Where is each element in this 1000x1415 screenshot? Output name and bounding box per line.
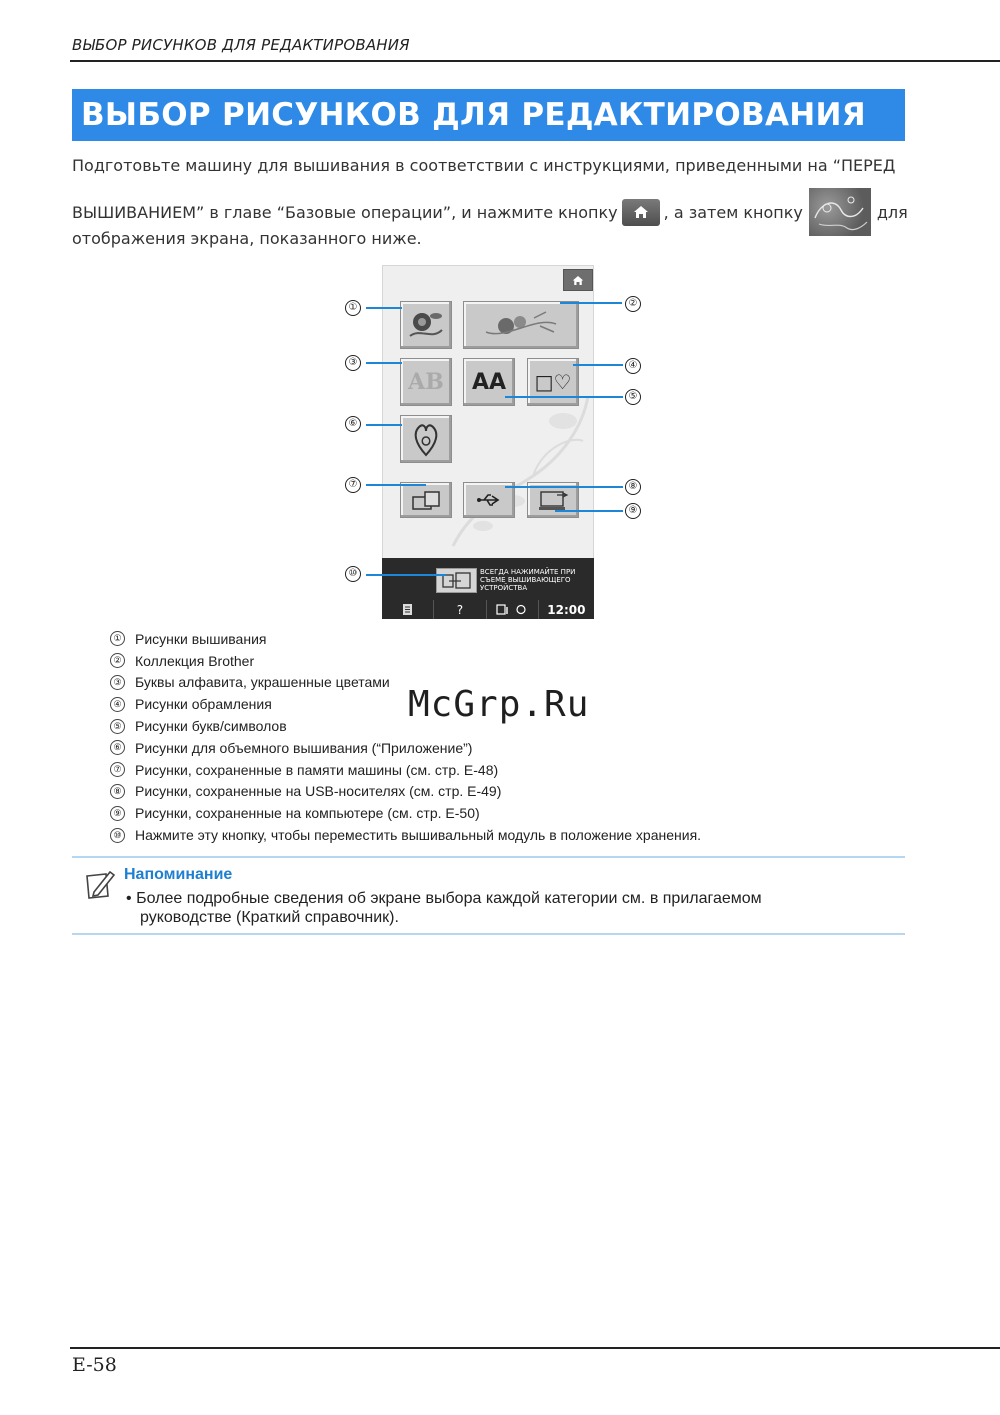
- legend-number: ②: [110, 653, 125, 668]
- brother-collection-icon: [476, 306, 566, 344]
- manual-button[interactable]: [382, 600, 434, 619]
- legend-item: [110, 824, 701, 846]
- legend-number: ④: [110, 697, 125, 712]
- legend-text: Рисунки, сохраненные в памяти машины (см. стр. E-48): [135, 761, 499, 778]
- legend-text: Рисунки, сохраненные на компьютере (см. стр. E-50): [135, 805, 480, 822]
- character-patterns-button[interactable]: [463, 358, 515, 406]
- intro-line-2-a: ВЫШИВАНИЕМ” в главе “Базовые операции”, и нажмите кнопку: [72, 202, 618, 222]
- note-bottom-rule: [72, 933, 905, 935]
- callout-7: ⑦: [345, 477, 361, 493]
- legend-item: [110, 650, 701, 672]
- note-line-2: руководстве (Краткий справочник).: [140, 909, 399, 926]
- release-embroidery-unit-button[interactable]: [436, 568, 477, 593]
- intro-line-2-c: для: [876, 202, 908, 222]
- callout-line-1: [366, 307, 402, 309]
- callout-8: ⑧: [625, 479, 641, 495]
- embroidery-selection-screen: [382, 265, 594, 560]
- frame-pattern-icon: □♡: [534, 370, 572, 394]
- callout-2: ②: [625, 296, 641, 312]
- 3d-embroidery-icon: [409, 419, 443, 459]
- home-icon: [622, 199, 660, 226]
- release-instruction-text: ВСЕГДА НАЖИМАЙТЕ ПРИ СЪЕМЕ ВЫШИВАЮЩЕГО УСТРОЙСТВА: [480, 568, 576, 592]
- usb-icon: [476, 493, 502, 507]
- legend-text: Нажмите эту кнопку, чтобы переместить вышивальный модуль в положение хранения.: [135, 827, 702, 844]
- callout-5: ⑤: [625, 389, 641, 405]
- 3d-embroidery-button[interactable]: [400, 415, 452, 463]
- legend-text: Буквы алфавита, украшенные цветами: [135, 674, 390, 691]
- settings-status-button[interactable]: [487, 600, 539, 619]
- legend-number: ①: [110, 631, 125, 646]
- watermark: McGrp.Ru: [408, 684, 590, 725]
- callout-line-4: [573, 364, 623, 366]
- note-title: Напоминание: [124, 866, 233, 883]
- legend-number: ⑤: [110, 719, 125, 734]
- legend-item: [110, 672, 701, 694]
- background-floral-decoration: [443, 386, 593, 556]
- callout-3: ③: [345, 355, 361, 371]
- machine-memory-icon: [409, 489, 443, 511]
- computer-icon: [535, 488, 571, 512]
- intro-line-2-b: , а затем кнопку: [663, 202, 803, 222]
- embroidery-unit-icon: [437, 569, 476, 592]
- callout-line-10: [366, 574, 446, 576]
- screen-status-bar: [382, 558, 594, 619]
- callout-1: ①: [345, 300, 361, 316]
- document-icon: [402, 603, 413, 616]
- home-icon: [572, 275, 584, 286]
- machine-memory-button[interactable]: [400, 482, 452, 518]
- legend-number: ⑥: [110, 740, 125, 755]
- callout-line-8: [505, 486, 623, 488]
- legend-item: [110, 693, 701, 715]
- callout-9: ⑨: [625, 503, 641, 519]
- legend-item: [110, 802, 701, 824]
- legend-list: [110, 628, 701, 846]
- legend-item: [110, 715, 701, 737]
- legend-text: Рисунки букв/символов: [135, 718, 287, 735]
- callout-line-7: [366, 484, 426, 486]
- note-top-rule: [72, 856, 905, 858]
- callout-10: ⑩: [345, 566, 361, 582]
- help-button[interactable]: ?: [434, 600, 486, 619]
- legend-item: [110, 628, 701, 650]
- callout-line-5: [505, 396, 623, 398]
- intro-line-1: Подготовьте машину для вышивания в соответствии с инструкциями, приведенными на “ПЕРЕД: [72, 156, 896, 175]
- screen-home-button[interactable]: [563, 269, 593, 291]
- character-icon: AA: [471, 369, 507, 395]
- section-title-bar: [72, 89, 905, 141]
- floral-alphabet-button[interactable]: [400, 358, 452, 406]
- status-row: [382, 600, 594, 619]
- legend-item: [110, 759, 701, 781]
- page-number: E-58: [72, 1354, 117, 1376]
- intro-line-3: отображения экрана, показанного ниже.: [72, 229, 422, 248]
- legend-text: Коллекция Brother: [135, 652, 255, 669]
- machine-settings-icon: [495, 603, 529, 616]
- callout-line-9: [555, 510, 623, 512]
- legend-item: [110, 781, 701, 803]
- brother-collection-button[interactable]: [463, 301, 579, 349]
- legend-number: ⑧: [110, 784, 125, 799]
- header-rule: [70, 60, 1000, 62]
- callout-line-6: [366, 424, 402, 426]
- memo-pencil-icon: [84, 868, 116, 900]
- legend-number: ⑦: [110, 762, 125, 777]
- note-bullet: •: [126, 890, 132, 907]
- floral-alphabet-icon: AB: [408, 369, 444, 395]
- flower-embroidery-icon: [406, 306, 446, 344]
- legend-text: Рисунки вышивания: [135, 630, 267, 647]
- running-header: ВЫБОР РИСУНКОВ ДЛЯ РЕДАКТИРОВАНИЯ: [72, 36, 410, 54]
- legend-number: ③: [110, 675, 125, 690]
- legend-text: Рисунки для объемного вышивания (“Приложение”): [135, 739, 473, 756]
- frame-patterns-button[interactable]: [527, 358, 579, 406]
- embroidery-patterns-button[interactable]: [400, 301, 452, 349]
- callout-line-3: [366, 362, 402, 364]
- legend-number: ⑨: [110, 806, 125, 821]
- clock-display: 12:00: [547, 602, 586, 617]
- legend-number: ⑩: [110, 828, 125, 843]
- note-line-1: Более подробные сведения об экране выбора каждой категории см. в прилагаемом: [136, 890, 762, 907]
- section-title: ВЫБОР РИСУНКОВ ДЛЯ РЕДАКТИРОВАНИЯ: [81, 97, 866, 133]
- callout-6: ⑥: [345, 416, 361, 432]
- embroidery-pattern-icon: [809, 188, 871, 236]
- footer-rule: [70, 1347, 1000, 1349]
- legend-text: Рисунки обрамления: [135, 696, 272, 713]
- legend-text: Рисунки, сохраненные на USB-носителях (см. стр. E-49): [135, 783, 502, 800]
- note-body: [126, 889, 762, 927]
- legend-item: [110, 737, 701, 759]
- callout-line-2: [560, 302, 622, 304]
- callout-4: ④: [625, 358, 641, 374]
